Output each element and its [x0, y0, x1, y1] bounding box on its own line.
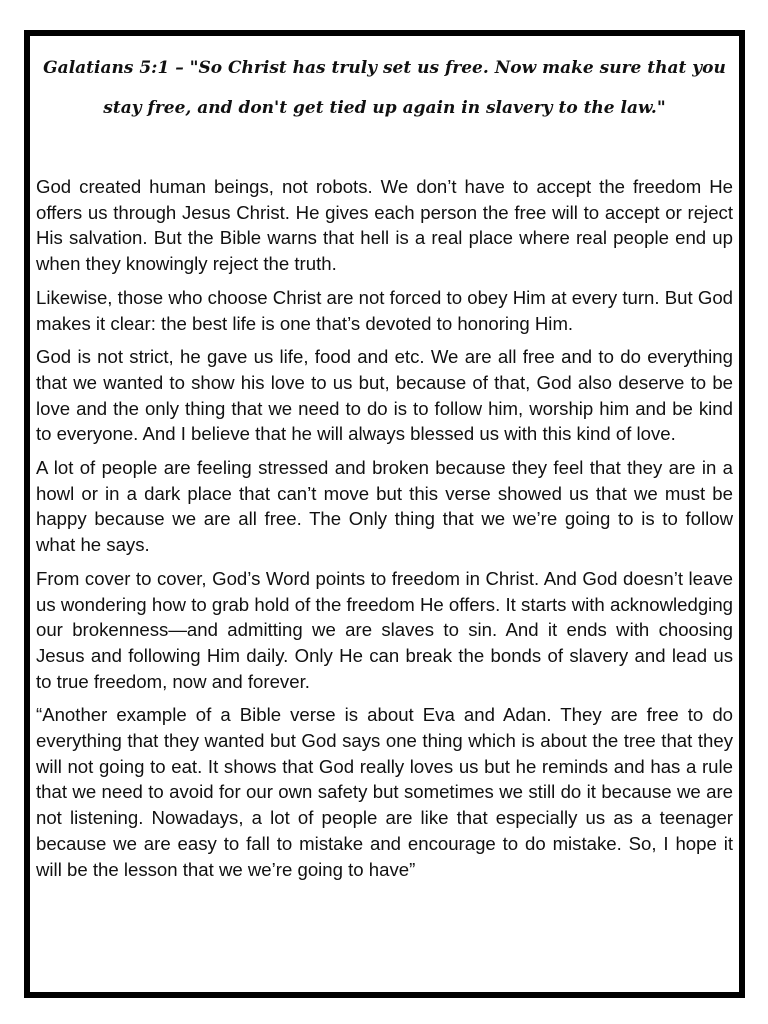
- verse-quote: "So Christ has truly set us free. Now make sure that you stay free, and don't get tied up again in slavery to the law.": [103, 58, 726, 118]
- paragraph: God created human beings, not robots. We don’t have to accept the freedom He offers us through Jesus Christ. He gives each person the free will to accept or reject His salvation. But the Bible warns that hell is a real place where real people end up when they knowingly reject the truth.: [36, 176, 733, 275]
- verse-header: [40, 48, 729, 128]
- page-border-frame: [24, 30, 745, 998]
- verse-separator: –: [169, 58, 190, 78]
- paragraph: A lot of people are feeling stressed and broken because they feel that they are in a howl or in a dark place that can’t move but this verse showed us that we must be happy because we are all free. The Only thing that we we’re going to is to follow what he says.: [36, 457, 733, 556]
- verse-reference: Galatians 5:1: [43, 58, 170, 78]
- paragraph: Likewise, those who choose Christ are not forced to obey Him at every turn. But God makes it clear: the best life is one that’s devoted to honoring Him.: [36, 286, 733, 334]
- paragraph: God is not strict, he gave us life, food and etc. We are all free and to do everything that we wanted to show his love to us but, because of that, God also deserve to be love and the only thing that we need to do is to follow him, worship him and be kind to everyone. And I believe that he will always blessed us with this kind of love.: [36, 346, 733, 445]
- paragraph: “Another example of a Bible verse is about Eva and Adan. They are free to do everything that they wanted but God says one thing which is about the tree that they will not going to eat. It shows that God really loves us but he reminds and has a rule that we need to avoid for our own safety but sometimes we still do it because we are not listening. Nowadays, a lot of people are like that especially us as a teenager because we are easy to fall to mistake and encourage to do mistake. So, I hope it will be the lesson that we we’re going to have”: [36, 704, 733, 880]
- paragraph: From cover to cover, God’s Word points to freedom in Christ. And God doesn’t leave us wondering how to grab hold of the freedom He offers. It starts with acknowledging our brokenness—and admitting we are slaves to sin. And it ends with choosing Jesus and following Him daily. Only He can break the bonds of slavery and lead us to true freedom, now and forever.: [36, 567, 733, 692]
- essay-body: [36, 174, 733, 890]
